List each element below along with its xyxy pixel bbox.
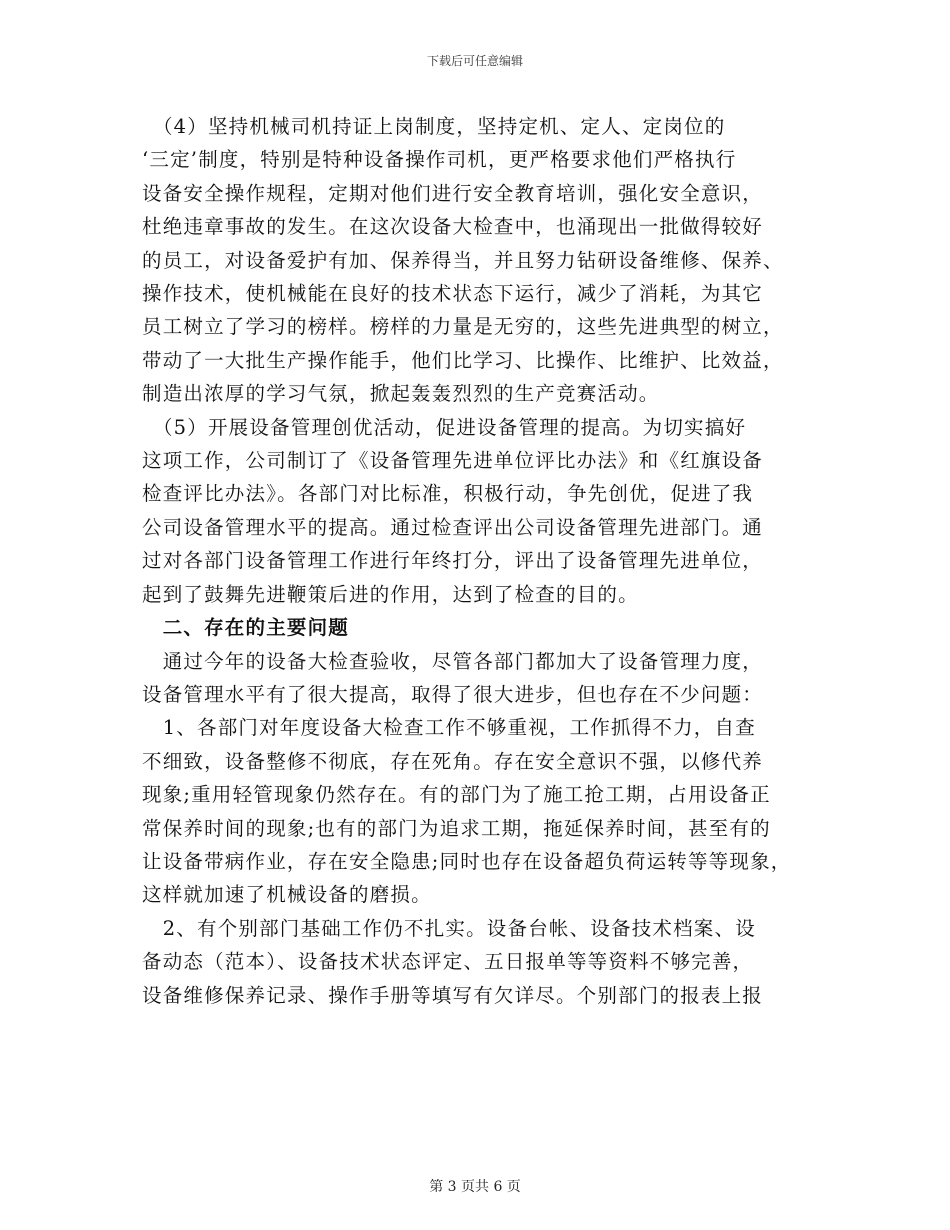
text-line: 这项工作，公司制订了《设备管理先进单位评比办法》和《红旗设备 [142,449,764,473]
paragraph [142,912,822,1012]
document-body [142,110,822,1012]
text-line: 检查评比办法》。各部门对比标准，积极行动，争先创优，促进了我 [142,482,754,506]
text-line: （4）坚持机械司机持证上岗制度，坚持定机、定人、定岗位的 [142,115,726,138]
text-line: 带动了一大批生产操作能手，他们比学习、比操作、比维护、比效益， [142,348,784,372]
page-footer: 第 3 页共 6 页 [429,1179,521,1195]
text-line: 过对各部门设备管理工作进行年终打分，评出了设备管理先进单位， [142,549,764,573]
text-line: 员工树立了学习的榜样。榜样的力量是无穷的，这些先进典型的树立， [142,315,784,339]
paragraph [142,711,822,911]
text-line: 不细致，设备整修不彻底，存在死角。存在安全意识不强，以修代养 [142,749,764,773]
text-line: 备动态（范本）、设备技术状态评定、五日报单等等资料不够完善， [142,950,754,974]
text-line: 的员工，对设备爱护有加、保养得当，并且努力钻研设备维修、保养、 [142,248,784,272]
text-line: 公司设备管理水平的提高。通过检查评出公司设备管理先进部门。通 [142,515,764,539]
text-line: 设备安全操作规程，定期对他们进行安全教育培训，强化安全意识， [142,181,764,205]
text-line: 这样就加速了机械设备的磨损。 [142,883,432,907]
text-line: 设备维修保养记录、操作手册等填写有欠详尽。个别部门的报表上报 [142,983,764,1007]
text-line: （5）开展设备管理创优活动，促进设备管理的提高。为切实搞好 [142,415,747,439]
text-line: 设备管理水平有了很大提高，取得了很大进步，但也存在不少问题： [142,682,764,706]
text-line: 操作技术，使机械能在良好的技术状态下运行，减少了消耗，为其它 [142,282,764,306]
paragraph [142,645,822,712]
paragraph [142,411,822,611]
text-line: 通过今年的设备大检查验收，尽管各部门都加大了设备管理力度， [142,649,764,673]
text-line: ‘三定’制度，特别是特种设备操作司机，更严格要求他们严格执行 [142,148,737,172]
text-line: 现象;重用轻管现象仍然存在。有的部门为了施工抢工期，占用设备正 [142,783,771,807]
text-line: 起到了鼓舞先进鞭策后进的作用，达到了检查的目的。 [142,582,639,606]
text-line: 常保养时间的现象;也有的部门为追求工期，拖延保养时间，甚至有的 [142,816,771,840]
page-header: 下载后可任意编辑 [426,54,523,68]
section-heading [142,611,822,644]
text-line: 2、有个别部门基础工作仍不扎实。设备台帐、设备技术档案、设 [142,916,756,940]
text-line: 1、各部门对年度设备大检查工作不够重视，工作抓得不力，自查 [142,716,756,740]
text-line: 制造出浓厚的学习气氛，掀起轰轰烈烈的生产竞赛活动。 [142,382,660,406]
text-line: 杜绝违章事故的发生。在这次设备大检查中，也涌现出一批做得较好 [142,215,764,239]
text-line: 让设备带病作业，存在安全隐患;同时也存在设备超负荷运转等等现象， [142,849,792,873]
paragraph [142,110,822,411]
text-line: 二、存在的主要问题 [142,616,350,640]
